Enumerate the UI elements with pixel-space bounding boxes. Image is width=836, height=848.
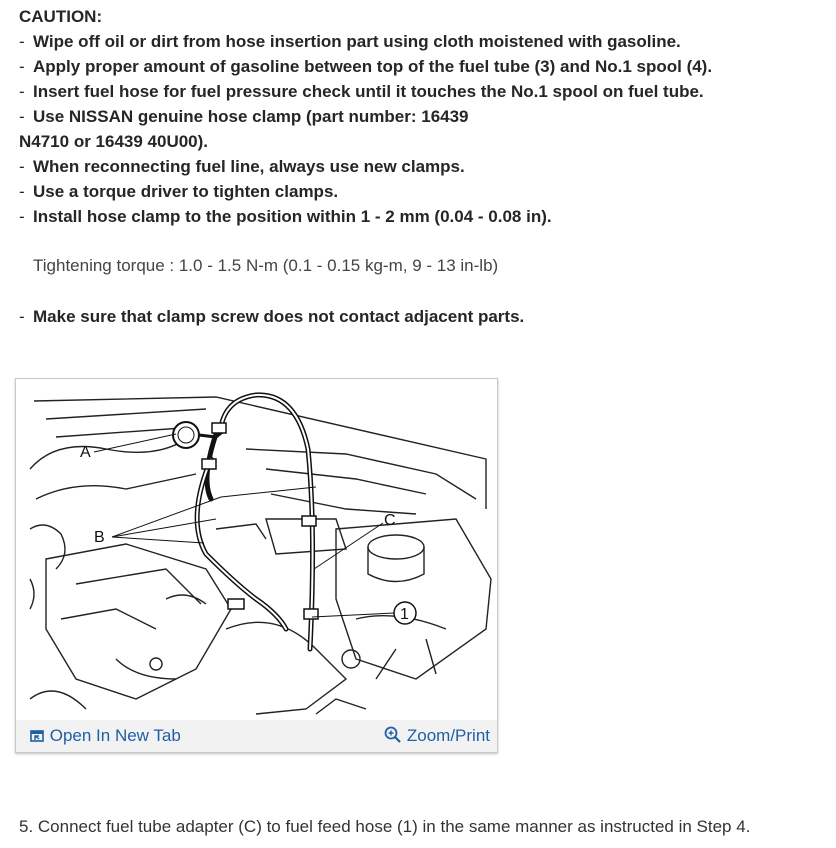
- caution-item-text: Wipe off oil or dirt from hose insertion part using cloth moistened with gasoline.: [33, 32, 681, 51]
- bullet-dash: -: [19, 182, 25, 201]
- caution-item: [19, 31, 681, 53]
- bullet-dash: -: [19, 207, 25, 226]
- caution-item: [19, 156, 465, 178]
- caution-item-text: Use NISSAN genuine hose clamp (part number: 16439: [33, 107, 469, 126]
- engine-bay-illustration: [16, 379, 497, 719]
- caution-item: [19, 206, 552, 228]
- callout-1: 1: [400, 606, 409, 623]
- callout-b: B: [94, 529, 105, 546]
- open-in-new-tab-label: Open In New Tab: [49, 726, 181, 745]
- bullet-dash: -: [19, 107, 25, 126]
- new-tab-icon: [30, 729, 45, 743]
- caution-item: [19, 106, 469, 128]
- caution-item-text: When reconnecting fuel line, always use new clamps.: [33, 157, 465, 176]
- caution-item-text: Use a torque driver to tighten clamps.: [33, 182, 339, 201]
- caution-heading: CAUTION:: [19, 7, 103, 26]
- caution-item-text: Install hose clamp to the position within 1 - 2 mm (0.04 - 0.08 in).: [33, 207, 552, 226]
- zoom-print-label: Zoom/Print: [406, 726, 490, 745]
- bullet-dash: -: [19, 157, 25, 176]
- caution-item: [19, 306, 524, 328]
- bullet-dash: -: [19, 82, 25, 101]
- callout-a: A: [80, 444, 91, 461]
- pressure-gauge-icon: [173, 422, 199, 448]
- caution-item-text: Apply proper amount of gasoline between top of the fuel tube (3) and No.1 spool (4).: [33, 57, 713, 76]
- callout-c: C: [384, 512, 396, 529]
- open-in-new-tab-link[interactable]: [30, 726, 181, 746]
- step-5-text: 5. Connect fuel tube adapter (C) to fuel feed hose (1) in the same manner as instructed in Step 4.: [19, 817, 751, 836]
- caution-item: [19, 181, 338, 203]
- figure-toolbar: [16, 720, 497, 752]
- caution-item: [19, 81, 704, 103]
- bullet-dash: -: [19, 32, 25, 51]
- caution-item-continuation: N4710 or 16439 40U00).: [19, 132, 209, 151]
- tightening-torque: Tightening torque : 1.0 - 1.5 N-m (0.1 - 0.15 kg-m, 9 - 13 in-lb): [33, 256, 499, 275]
- bullet-dash: -: [19, 307, 25, 326]
- bullet-dash: -: [19, 57, 25, 76]
- caution-item-text: Insert fuel hose for fuel pressure check until it touches the No.1 spool on fuel tube.: [33, 82, 704, 101]
- caution-item: [19, 56, 712, 78]
- caution-item-text: Make sure that clamp screw does not contact adjacent parts.: [33, 307, 525, 326]
- figure-container: [15, 378, 498, 753]
- zoom-print-link[interactable]: [384, 726, 490, 746]
- zoom-icon: [384, 726, 402, 743]
